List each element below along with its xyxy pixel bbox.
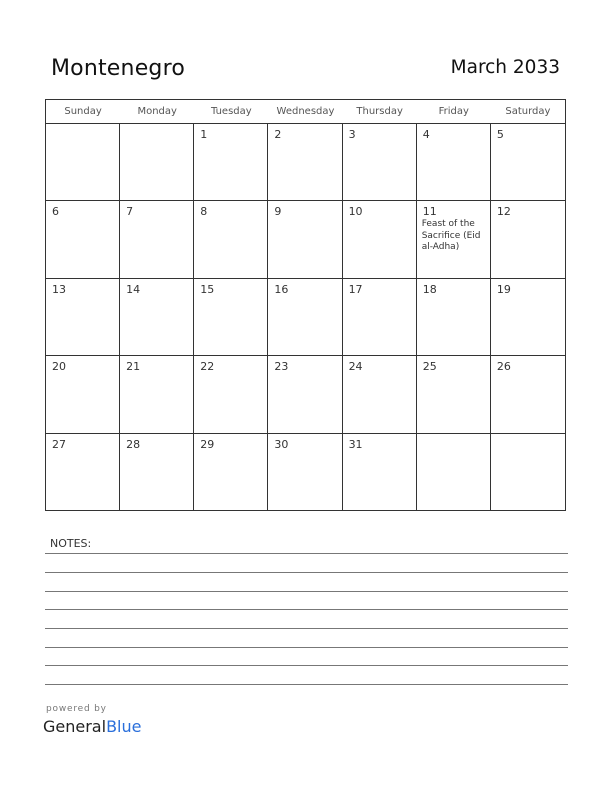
day-number: 12 [496, 205, 511, 219]
day-number: 17 [348, 282, 363, 296]
day-number: 5 [496, 128, 504, 141]
day-cell [343, 279, 417, 356]
day-cell [343, 356, 417, 433]
weekday-friday: Friday [438, 106, 469, 117]
day-cell [120, 201, 194, 278]
day-cell [46, 279, 120, 356]
weekday-tuesday: Tuesday [211, 106, 252, 117]
day-number: 9 [274, 205, 282, 219]
note-line [45, 684, 568, 685]
generalblue-logo [43, 717, 141, 736]
brand-general: General [43, 717, 107, 736]
day-cell [268, 356, 342, 433]
weekday-sunday: Sunday [64, 106, 102, 117]
day-number: 3 [348, 128, 356, 141]
weekday-header [46, 100, 565, 124]
day-number: 7 [126, 205, 134, 219]
day-number: 22 [200, 360, 215, 374]
day-number: 25 [422, 360, 437, 374]
day-cell [491, 434, 565, 511]
day-cells [46, 124, 565, 511]
day-number: 20 [52, 360, 66, 374]
day-number: 16 [274, 282, 289, 296]
day-cell [417, 356, 491, 433]
day-cell [120, 356, 194, 433]
day-cell [194, 356, 268, 433]
day-cell [268, 124, 342, 201]
country-title: Montenegro [51, 56, 186, 81]
note-line [45, 647, 568, 648]
note-line [45, 609, 568, 610]
notes-label: NOTES: [50, 537, 92, 550]
day-number: 18 [422, 282, 437, 296]
day-cell [491, 356, 565, 433]
day-cell [268, 201, 342, 278]
month-title: March 2033 [450, 57, 560, 78]
day-number: 28 [126, 437, 141, 451]
day-number: 8 [200, 205, 208, 219]
day-cell [417, 124, 491, 201]
day-number: 1 [200, 128, 208, 141]
day-cell [46, 201, 120, 278]
note-line [45, 553, 568, 554]
day-number: 11 [422, 205, 437, 219]
day-cell [268, 434, 342, 511]
day-number: 23 [274, 360, 289, 374]
day-cell [194, 124, 268, 201]
weekday-thursday: Thursday [356, 106, 403, 117]
holiday-label: Feast of the Sacrifice (Eid al-Adha) [421, 219, 481, 253]
day-cell [417, 201, 491, 278]
day-cell [343, 201, 417, 278]
day-number: 2 [274, 128, 282, 141]
day-number: 19 [496, 282, 511, 296]
day-cell [417, 279, 491, 356]
day-cell [120, 124, 194, 201]
day-number: 29 [200, 437, 215, 451]
day-cell [491, 201, 565, 278]
note-line [45, 591, 568, 592]
brand-blue: Blue [106, 717, 142, 736]
day-number: 15 [200, 282, 215, 296]
day-cell [194, 279, 268, 356]
weekday-wednesday: Wednesday [276, 106, 335, 117]
day-number: 4 [422, 128, 430, 141]
calendar-grid [45, 99, 566, 511]
weekday-saturday: Saturday [505, 106, 551, 117]
day-cell [46, 356, 120, 433]
day-cell [268, 279, 342, 356]
day-cell [417, 434, 491, 511]
note-line [45, 665, 568, 666]
day-cell [120, 279, 194, 356]
day-cell [491, 124, 565, 201]
day-number: 26 [496, 360, 511, 374]
weekday-monday: Monday [137, 106, 177, 117]
day-number: 10 [348, 205, 363, 219]
day-number: 27 [52, 437, 66, 451]
day-number: 13 [52, 282, 66, 296]
day-cell [46, 124, 120, 201]
day-cell [46, 434, 120, 511]
note-line [45, 628, 568, 629]
day-cell [491, 279, 565, 356]
day-number: 6 [52, 205, 59, 219]
day-cell [343, 124, 417, 201]
note-line [45, 572, 568, 573]
day-number: 21 [126, 360, 141, 374]
day-cell [343, 434, 417, 511]
day-cell [194, 201, 268, 278]
day-cell [194, 434, 268, 511]
day-cell [120, 434, 194, 511]
day-number: 30 [274, 437, 289, 451]
day-number: 31 [348, 437, 363, 451]
day-number: 14 [126, 282, 141, 296]
day-number: 24 [348, 360, 363, 374]
powered-by-text: powered by [46, 704, 107, 714]
